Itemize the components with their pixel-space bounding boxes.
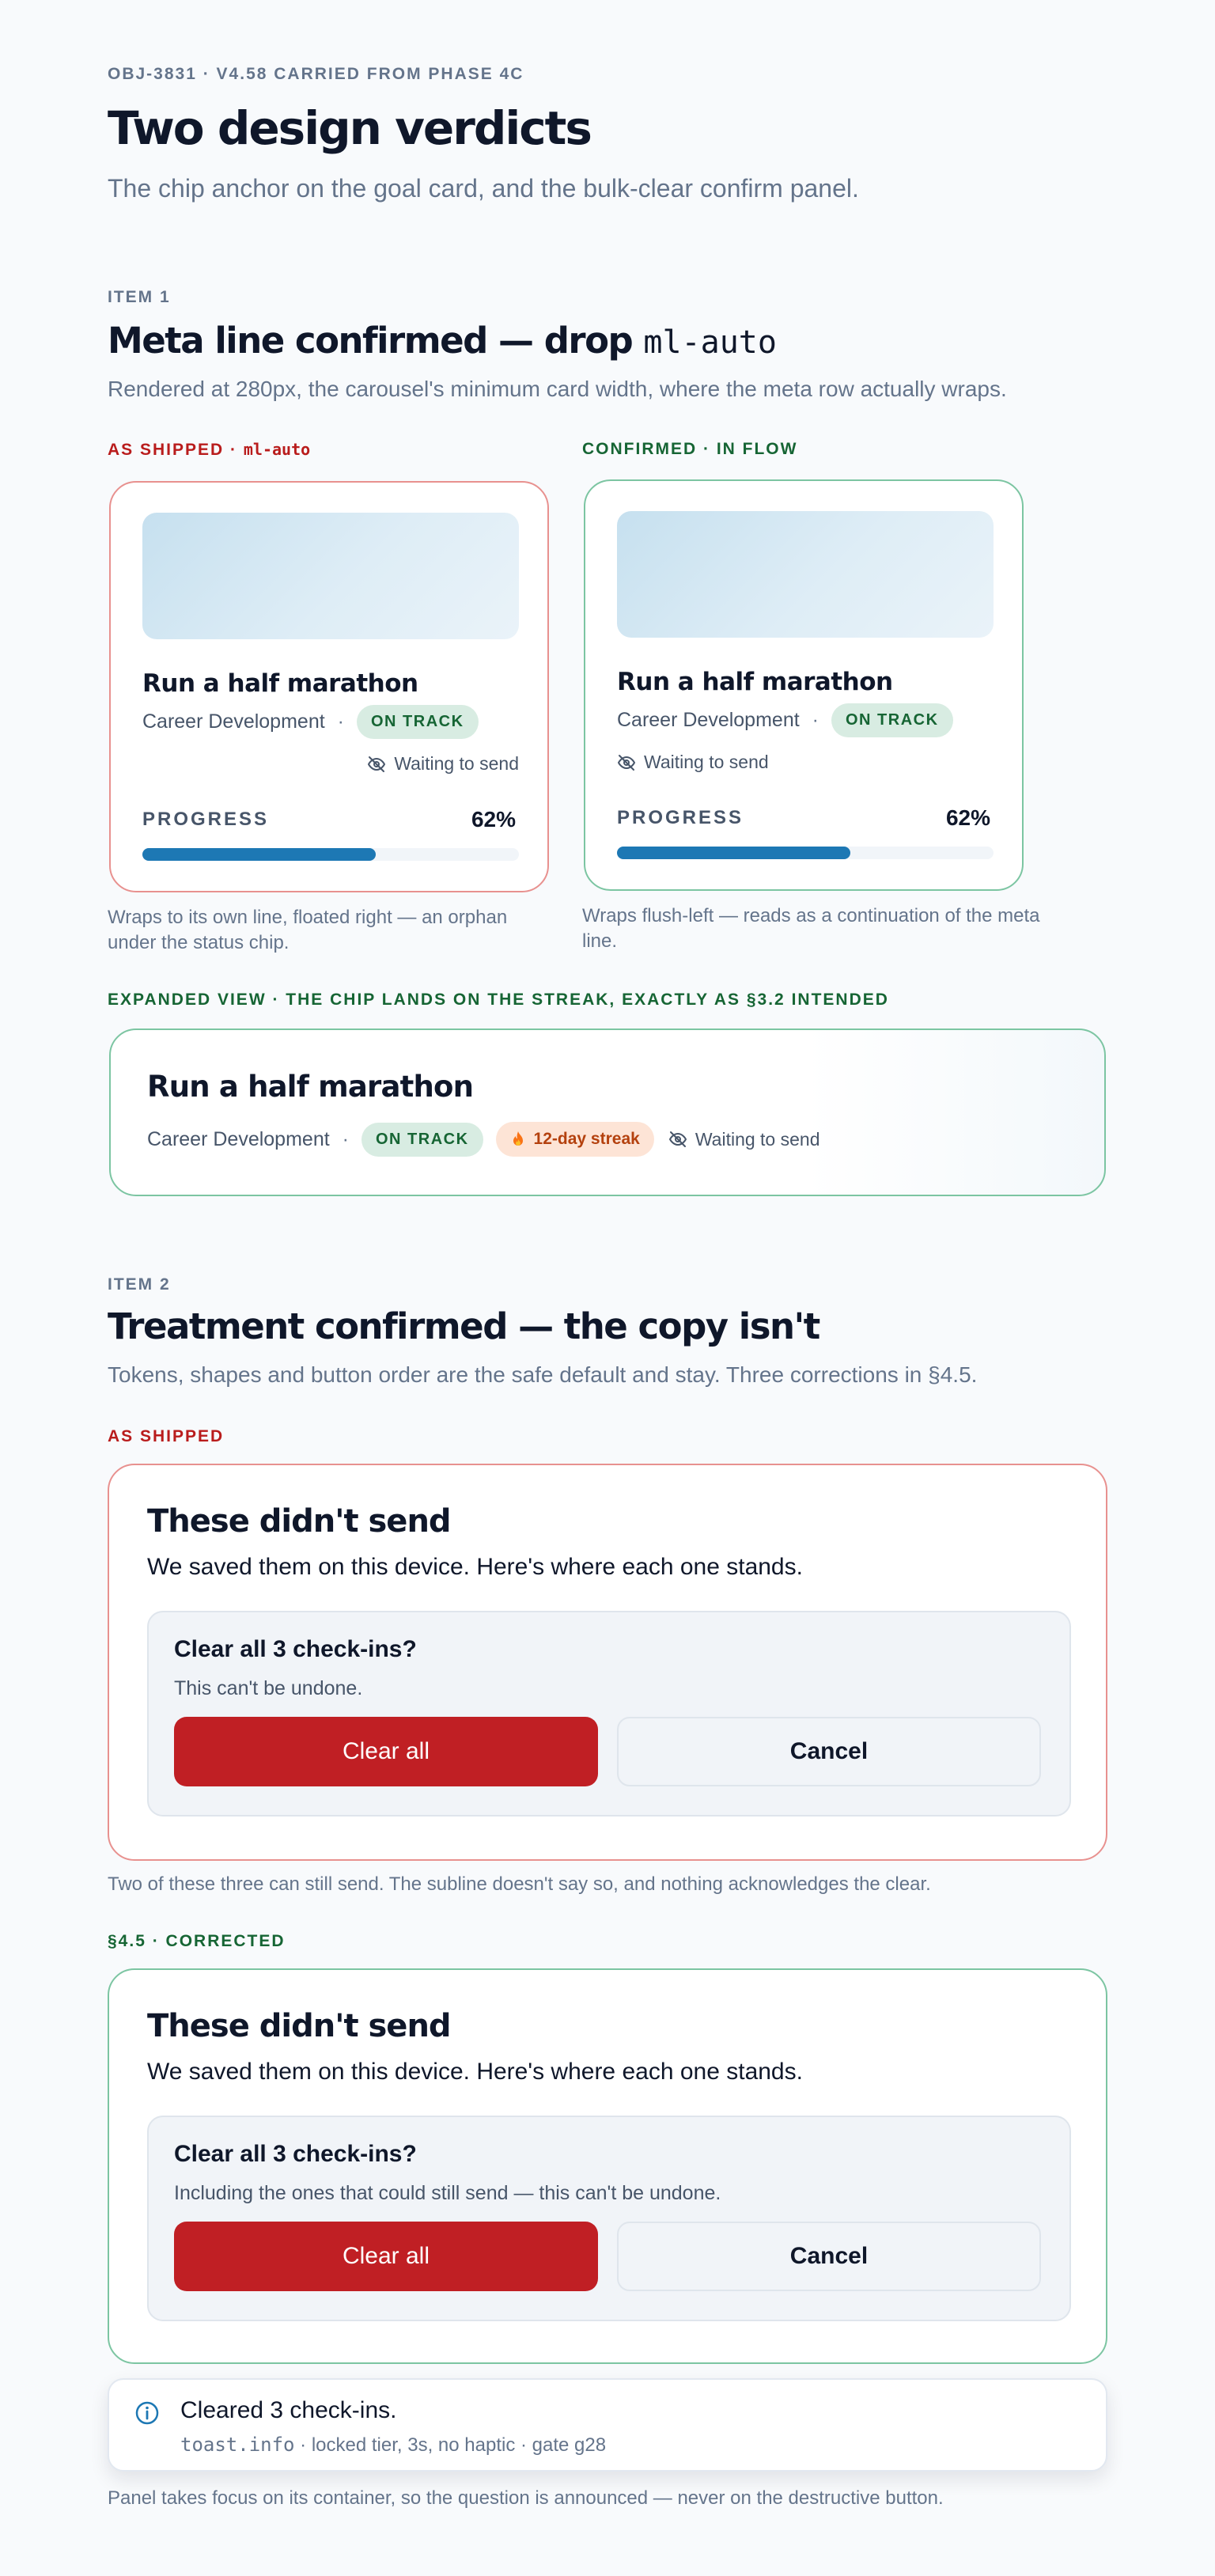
goal-card-meta — [617, 703, 953, 737]
progress-label: PROGRESS — [617, 807, 744, 828]
item1-title-code: ml-auto — [643, 324, 777, 361]
panel-subtitle: We saved them on this device. Here's where each one stands. — [147, 1554, 803, 1580]
status-chip-on-track: ON TRACK — [831, 703, 953, 737]
item1-title-text: Meta line confirmed — drop — [108, 320, 644, 362]
toast-info — [108, 2378, 1107, 2472]
page-title: Two design verdicts — [108, 101, 591, 155]
as-shipped-note: Wraps to its own line, floated right — an orphan under the status chip. — [108, 907, 508, 953]
expanded-card-title: Run a half marathon — [147, 1070, 474, 1104]
goal-card-expanded[interactable] — [109, 1029, 1106, 1196]
goal-category: Career Development — [147, 1127, 330, 1150]
toast-detail-text: · locked tier, 3s, no haptic · gate g28 — [294, 2434, 607, 2456]
eye-off-icon — [668, 1130, 687, 1149]
progress-bar — [617, 847, 994, 859]
streak-label: 12-day streak — [533, 1130, 640, 1148]
meta-separator: · — [337, 710, 344, 733]
confirm-body: Including the ones that could still send — this can't be undone. — [174, 2182, 721, 2204]
footer-note: Panel takes focus on its container, so the question is announced — never on the destructive button. — [108, 2487, 944, 2509]
confirmed-note: Wraps flush-left — reads as a continuation of the meta line. — [582, 905, 1040, 952]
as-shipped-tag — [108, 440, 310, 460]
progress-value: 62% — [471, 807, 516, 832]
item2-title: Treatment confirmed — the copy isn't — [108, 1305, 819, 1347]
unsent-panel-corrected — [108, 1968, 1107, 2364]
goal-card-title: Run a half marathon — [142, 669, 418, 698]
item2-label: ITEM 2 — [108, 1275, 171, 1294]
flame-icon — [510, 1131, 526, 1148]
toast-title: Cleared 3 check-ins. — [180, 2397, 397, 2423]
item1-subtitle: Rendered at 280px, the carousel's minimum card width, where the meta row actually wraps. — [108, 377, 1007, 401]
panel-title: These didn't send — [147, 2008, 451, 2044]
progress-bar — [142, 848, 519, 861]
goal-card-as-shipped[interactable] — [109, 481, 549, 892]
waiting-to-send-label: Waiting to send — [644, 752, 769, 772]
waiting-to-send — [668, 1129, 820, 1150]
meta-separator: · — [342, 1127, 349, 1150]
confirm-title: Clear all 3 check-ins? — [174, 1636, 417, 1662]
panel-subtitle: We saved them on this device. Here's where each one stands. — [147, 2059, 803, 2085]
goal-category: Career Development — [617, 708, 800, 731]
goal-card-confirmed[interactable] — [584, 479, 1024, 891]
clear-confirm-box — [147, 2116, 1071, 2321]
waiting-to-send-label: Waiting to send — [394, 753, 519, 774]
as-shipped-panel-tag: AS SHIPPED — [108, 1427, 225, 1445]
waiting-to-send-floated-right — [367, 753, 519, 775]
page-lead: The chip anchor on the goal card, and the bulk-clear confirm panel. — [108, 174, 859, 203]
cancel-button[interactable]: Cancel — [617, 2222, 1041, 2291]
item2-subtitle: Tokens, shapes and button order are the safe default and stay. Three corrections in §4.5. — [108, 1362, 978, 1387]
goal-category: Career Development — [142, 710, 325, 733]
goal-card-image — [142, 513, 519, 639]
toast-detail — [180, 2434, 606, 2457]
clear-all-button[interactable]: Clear all — [174, 2222, 598, 2291]
streak-chip — [496, 1122, 654, 1157]
corrected-panel-tag: §4.5 · CORRECTED — [108, 1932, 286, 1950]
confirmed-tag: CONFIRMED · IN FLOW — [582, 440, 798, 458]
waiting-to-send-label: Waiting to send — [695, 1128, 820, 1150]
as-shipped-tag-text: AS SHIPPED · — [108, 441, 244, 459]
clear-confirm-box — [147, 1611, 1071, 1816]
goal-card-image — [617, 511, 994, 638]
status-chip-on-track: ON TRACK — [361, 1123, 483, 1157]
as-shipped-tag-code: ml-auto — [243, 440, 311, 459]
progress-bar-fill — [617, 847, 850, 859]
goal-card-meta — [142, 704, 479, 739]
page-eyebrow: OBJ-3831 · V4.58 CARRIED FROM PHASE 4C — [108, 65, 524, 83]
eye-off-icon — [617, 753, 636, 772]
progress-label: PROGRESS — [142, 809, 270, 830]
item1-label: ITEM 1 — [108, 288, 171, 306]
expanded-card-meta — [147, 1122, 820, 1157]
toast-code: toast.info — [180, 2434, 295, 2456]
eye-off-icon — [367, 755, 386, 774]
progress-bar-fill — [142, 848, 376, 861]
waiting-to-send-in-flow — [617, 752, 769, 773]
cancel-button[interactable]: Cancel — [617, 1717, 1041, 1786]
goal-card-title: Run a half marathon — [617, 668, 893, 696]
info-icon — [134, 2400, 160, 2426]
meta-separator: · — [812, 708, 819, 731]
item1-title — [108, 320, 777, 362]
clear-all-button[interactable]: Clear all — [174, 1717, 598, 1786]
panel-title: These didn't send — [147, 1503, 451, 1540]
status-chip-on-track: ON TRACK — [357, 705, 479, 739]
expanded-view-tag: EXPANDED VIEW · THE CHIP LANDS ON THE STREAK, EXACTLY AS §3.2 INTENDED — [108, 991, 889, 1009]
confirm-title: Clear all 3 check-ins? — [174, 2141, 417, 2167]
confirm-body: This can't be undone. — [174, 1677, 363, 1699]
as-shipped-panel-note: Two of these three can still send. The subline doesn't say so, and nothing acknowledges the clear. — [108, 1873, 931, 1895]
unsent-panel-as-shipped — [108, 1464, 1107, 1861]
progress-value: 62% — [945, 805, 990, 830]
